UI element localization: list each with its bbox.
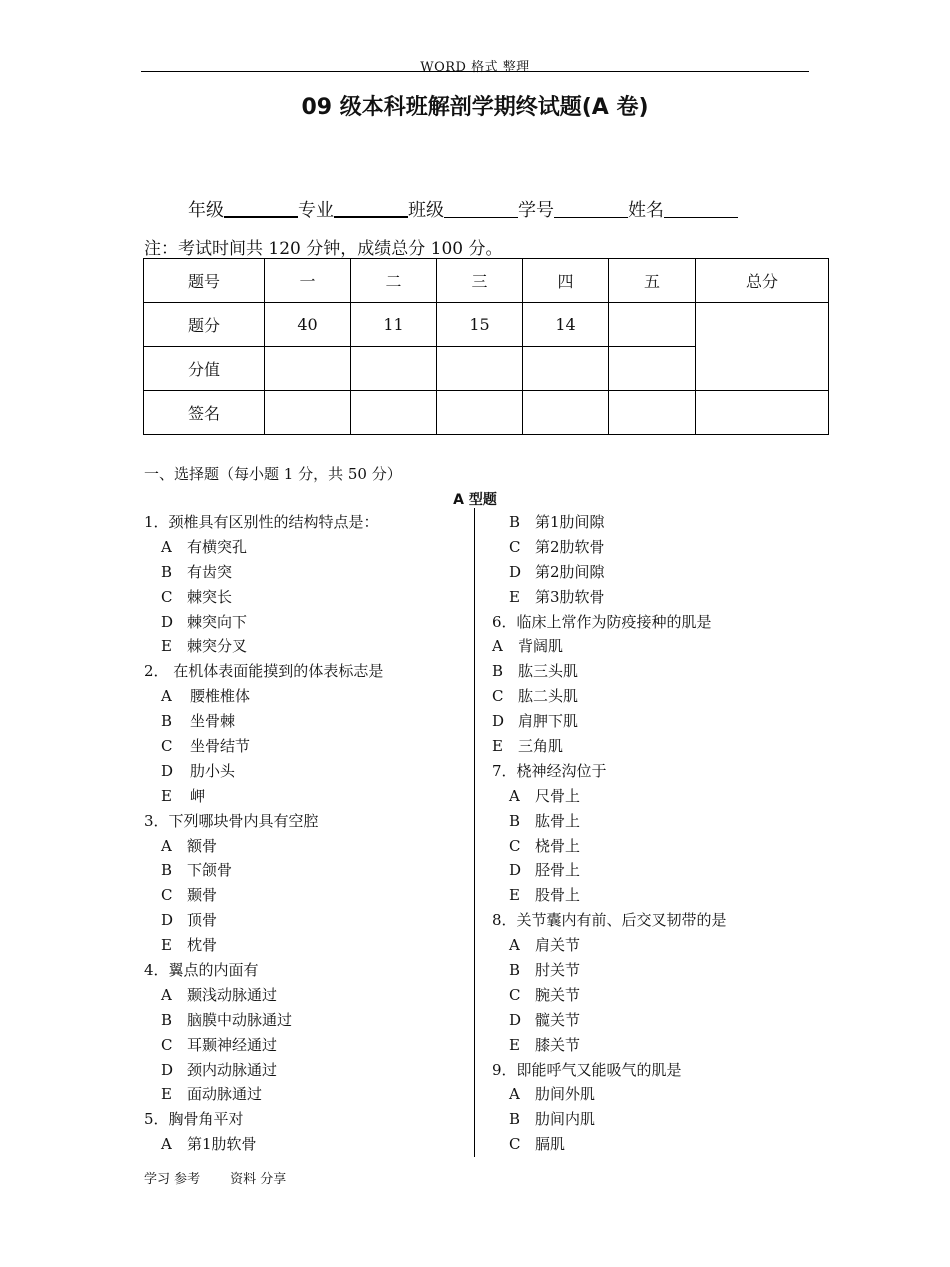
student-id-blank[interactable]: [554, 199, 628, 218]
option-text: 第2肋间隙: [535, 562, 605, 581]
option-text: 有齿突: [187, 562, 233, 581]
header-part-1: 一: [265, 259, 351, 303]
answer-option: [492, 560, 812, 585]
option-letter: A: [509, 1085, 520, 1104]
option-text: 桡骨上: [535, 836, 581, 855]
student-info-line: [188, 196, 738, 222]
total-score-cell[interactable]: [696, 303, 829, 391]
option-letter: B: [161, 1010, 173, 1029]
option-text: 颞浅动脉通过: [187, 985, 278, 1004]
answer-option: [144, 535, 469, 560]
option-text: 肩关节: [535, 936, 581, 955]
option-text: 枕骨: [187, 936, 218, 955]
question-stem: 2． 在机体表面能摸到的体表标志是: [144, 662, 384, 681]
option-letter: C: [161, 1035, 173, 1054]
answer-option: [144, 684, 469, 709]
option-letter: A: [161, 537, 172, 556]
option-text: 肘关节: [535, 961, 581, 980]
option-letter: E: [492, 737, 503, 756]
grade-blank[interactable]: [224, 198, 298, 218]
option-text: 肋间内肌: [535, 1110, 596, 1129]
option-text: 三角肌: [518, 737, 564, 756]
sign-cell[interactable]: [351, 391, 437, 435]
answer-option: [492, 858, 812, 883]
option-letter: E: [161, 1085, 172, 1104]
score-table-points-row: [144, 303, 829, 347]
option-text: 腕关节: [535, 985, 581, 1004]
option-text: 第3肋软骨: [535, 587, 605, 606]
answer-option: [492, 585, 812, 610]
sign-label: 签名: [144, 391, 265, 435]
option-text: 背阔肌: [518, 637, 564, 656]
answer-option: [144, 1033, 469, 1058]
answer-option: [144, 560, 469, 585]
answer-option: [144, 1082, 469, 1107]
option-letter: C: [509, 1135, 521, 1154]
option-text: 下颌骨: [187, 861, 233, 880]
option-text: 坐骨结节: [190, 737, 251, 756]
option-letter: C: [509, 537, 521, 556]
option-letter: B: [161, 562, 173, 581]
answer-option: [492, 834, 812, 859]
answer-option: [144, 1132, 469, 1157]
points-part-2: 11: [351, 303, 437, 347]
answer-option: [492, 1107, 812, 1132]
value-cell[interactable]: [265, 347, 351, 391]
question-stem: 1．颈椎具有区别性的结构特点是：: [144, 513, 379, 531]
answer-option: [492, 659, 812, 684]
option-letter: E: [509, 886, 520, 905]
question-stem: 7．桡神经沟位于: [492, 761, 607, 780]
option-letter: B: [509, 1110, 521, 1129]
option-letter: B: [161, 861, 173, 880]
answer-option: [144, 634, 469, 659]
option-letter: A: [509, 936, 520, 955]
option-text: 第1肋软骨: [187, 1135, 257, 1154]
option-text: 棘突长: [187, 587, 233, 606]
answer-option: [144, 734, 469, 759]
answer-option: [144, 858, 469, 883]
sign-cell[interactable]: [609, 391, 696, 435]
option-text: 肩胛下肌: [518, 712, 579, 731]
page-footer: [144, 1168, 286, 1187]
option-letter: C: [492, 687, 504, 706]
option-letter: B: [161, 712, 173, 731]
answer-option: [144, 983, 469, 1008]
option-letter: A: [161, 687, 172, 706]
answer-option: [492, 709, 812, 734]
option-text: 岬: [190, 786, 206, 805]
score-table: [143, 258, 829, 435]
footer-right: 资料 分享: [230, 1172, 287, 1187]
option-text: 顶骨: [187, 911, 218, 930]
exam-note: 注：考试时间共 120 分钟，成绩总分 100 分。: [144, 239, 503, 259]
answer-option: [144, 709, 469, 734]
question-stem: 6．临床上常作为防疫接种的肌是: [492, 612, 712, 631]
option-text: 膝关节: [535, 1035, 581, 1054]
option-text: 额骨: [187, 836, 218, 855]
answer-option: [144, 883, 469, 908]
answer-option: [144, 784, 469, 809]
answer-option: [492, 933, 812, 958]
option-text: 坐骨棘: [190, 712, 236, 731]
option-text: 颈内动脉通过: [187, 1060, 278, 1079]
value-cell[interactable]: [437, 347, 523, 391]
option-letter: A: [161, 985, 172, 1004]
option-text: 腰椎椎体: [190, 687, 251, 706]
question-stem: 8．关节囊内有前、后交叉韧带的是: [492, 911, 727, 930]
option-letter: D: [509, 861, 522, 880]
option-letter: C: [161, 587, 173, 606]
answer-option: [144, 908, 469, 933]
option-letter: D: [161, 612, 174, 631]
option-text: 胫骨上: [535, 861, 581, 880]
points-part-3: 15: [437, 303, 523, 347]
question-type-title: A 型题: [453, 492, 497, 508]
header-total: 总分: [696, 259, 829, 303]
sign-cell[interactable]: [437, 391, 523, 435]
answer-option: [492, 634, 812, 659]
answer-option: [144, 759, 469, 784]
option-letter: D: [492, 712, 505, 731]
answer-option: [492, 883, 812, 908]
option-letter: A: [509, 786, 520, 805]
points-part-1: 40: [265, 303, 351, 347]
option-letter: D: [509, 562, 522, 581]
answer-option: [144, 610, 469, 635]
value-cell[interactable]: [351, 347, 437, 391]
answer-option: [492, 958, 812, 983]
score-table-sign-row: [144, 391, 829, 435]
sign-cell[interactable]: [265, 391, 351, 435]
option-letter: E: [509, 587, 520, 606]
header-rule: [141, 71, 809, 72]
answer-option: [492, 784, 812, 809]
option-text: 第2肋软骨: [535, 537, 605, 556]
sign-cell[interactable]: [523, 391, 609, 435]
answer-option: [144, 1008, 469, 1033]
class-label: 班级: [408, 200, 444, 221]
option-letter: B: [492, 662, 504, 681]
answer-option: [492, 510, 812, 535]
name-blank[interactable]: [664, 199, 738, 218]
option-text: 尺骨上: [535, 786, 581, 805]
option-letter: C: [161, 886, 173, 905]
major-label: 专业: [298, 200, 334, 221]
answer-option: [144, 933, 469, 958]
option-letter: B: [509, 513, 521, 531]
option-letter: E: [509, 1035, 520, 1054]
answer-option: [492, 1033, 812, 1058]
option-text: 肱三头肌: [518, 662, 579, 681]
option-letter: C: [509, 985, 521, 1004]
option-text: 面动脉通过: [187, 1085, 263, 1104]
column-divider: [474, 508, 475, 1157]
option-letter: B: [509, 811, 521, 830]
question-stem: 3．下列哪块骨内具有空腔: [144, 811, 319, 830]
header-part-4: 四: [523, 259, 609, 303]
option-text: 有横突孔: [187, 537, 248, 556]
option-letter: E: [161, 936, 172, 955]
option-letter: A: [161, 836, 172, 855]
option-text: 棘突分叉: [187, 637, 248, 656]
answer-option: [492, 1008, 812, 1033]
option-letter: C: [509, 836, 521, 855]
option-letter: D: [161, 761, 174, 780]
major-blank[interactable]: [334, 198, 408, 218]
option-text: 肋间外肌: [535, 1085, 596, 1104]
option-text: 膈肌: [535, 1135, 566, 1154]
option-text: 颞骨: [187, 886, 218, 905]
points-part-5: [609, 303, 696, 347]
value-cell[interactable]: [609, 347, 696, 391]
option-letter: E: [161, 637, 172, 656]
student-id-label: 学号: [518, 200, 554, 221]
header-question-no: 题号: [144, 259, 265, 303]
points-part-4: 14: [523, 303, 609, 347]
answer-option: [492, 809, 812, 834]
right-question-column: [492, 510, 812, 1157]
answer-option: [144, 834, 469, 859]
class-blank[interactable]: [444, 199, 518, 218]
header-part-3: 三: [437, 259, 523, 303]
value-cell[interactable]: [523, 347, 609, 391]
page-header: WORD 格式 整理: [420, 60, 530, 75]
header-part-5: 五: [609, 259, 696, 303]
answer-option: [144, 585, 469, 610]
answer-option: [492, 684, 812, 709]
question-stem: 9．即能呼气又能吸气的肌是: [492, 1060, 682, 1079]
exam-title: 09 级本科班解剖学期终试题(A 卷): [301, 95, 649, 120]
points-label: 题分: [144, 303, 265, 347]
option-text: 髋关节: [535, 1010, 581, 1029]
option-letter: D: [161, 911, 174, 930]
value-label: 分值: [144, 347, 265, 391]
option-text: 肱骨上: [535, 811, 581, 830]
answer-option: [492, 983, 812, 1008]
option-text: 脑膜中动脉通过: [187, 1010, 293, 1029]
option-text: 肱二头肌: [518, 687, 579, 706]
option-letter: B: [509, 961, 521, 980]
option-text: 第1肋间隙: [535, 513, 605, 531]
option-letter: D: [161, 1060, 174, 1079]
option-letter: A: [161, 1135, 172, 1154]
option-letter: D: [509, 1010, 522, 1029]
option-text: 肋小头: [190, 761, 236, 780]
option-text: 耳颞神经通过: [187, 1035, 278, 1054]
sign-cell[interactable]: [696, 391, 829, 435]
option-text: 股骨上: [535, 886, 581, 905]
name-label: 姓名: [628, 200, 664, 221]
grade-label: 年级: [188, 200, 224, 221]
footer-left: 学习 参考: [144, 1172, 201, 1187]
answer-option: [492, 1082, 812, 1107]
option-text: 棘突向下: [187, 612, 248, 631]
answer-option: [492, 535, 812, 560]
section-title: 一、选择题（每小题 1 分，共 50 分）: [144, 465, 402, 483]
question-stem: 4．翼点的内面有: [144, 961, 259, 980]
option-letter: E: [161, 786, 172, 805]
answer-option: [492, 734, 812, 759]
option-letter: A: [492, 637, 503, 656]
question-stem: 5．胸骨角平对: [144, 1110, 244, 1129]
option-letter: C: [161, 737, 173, 756]
answer-option: [144, 1058, 469, 1083]
answer-option: [492, 1132, 812, 1157]
score-table-header-row: [144, 259, 829, 303]
left-question-column: [144, 510, 469, 1157]
header-part-2: 二: [351, 259, 437, 303]
